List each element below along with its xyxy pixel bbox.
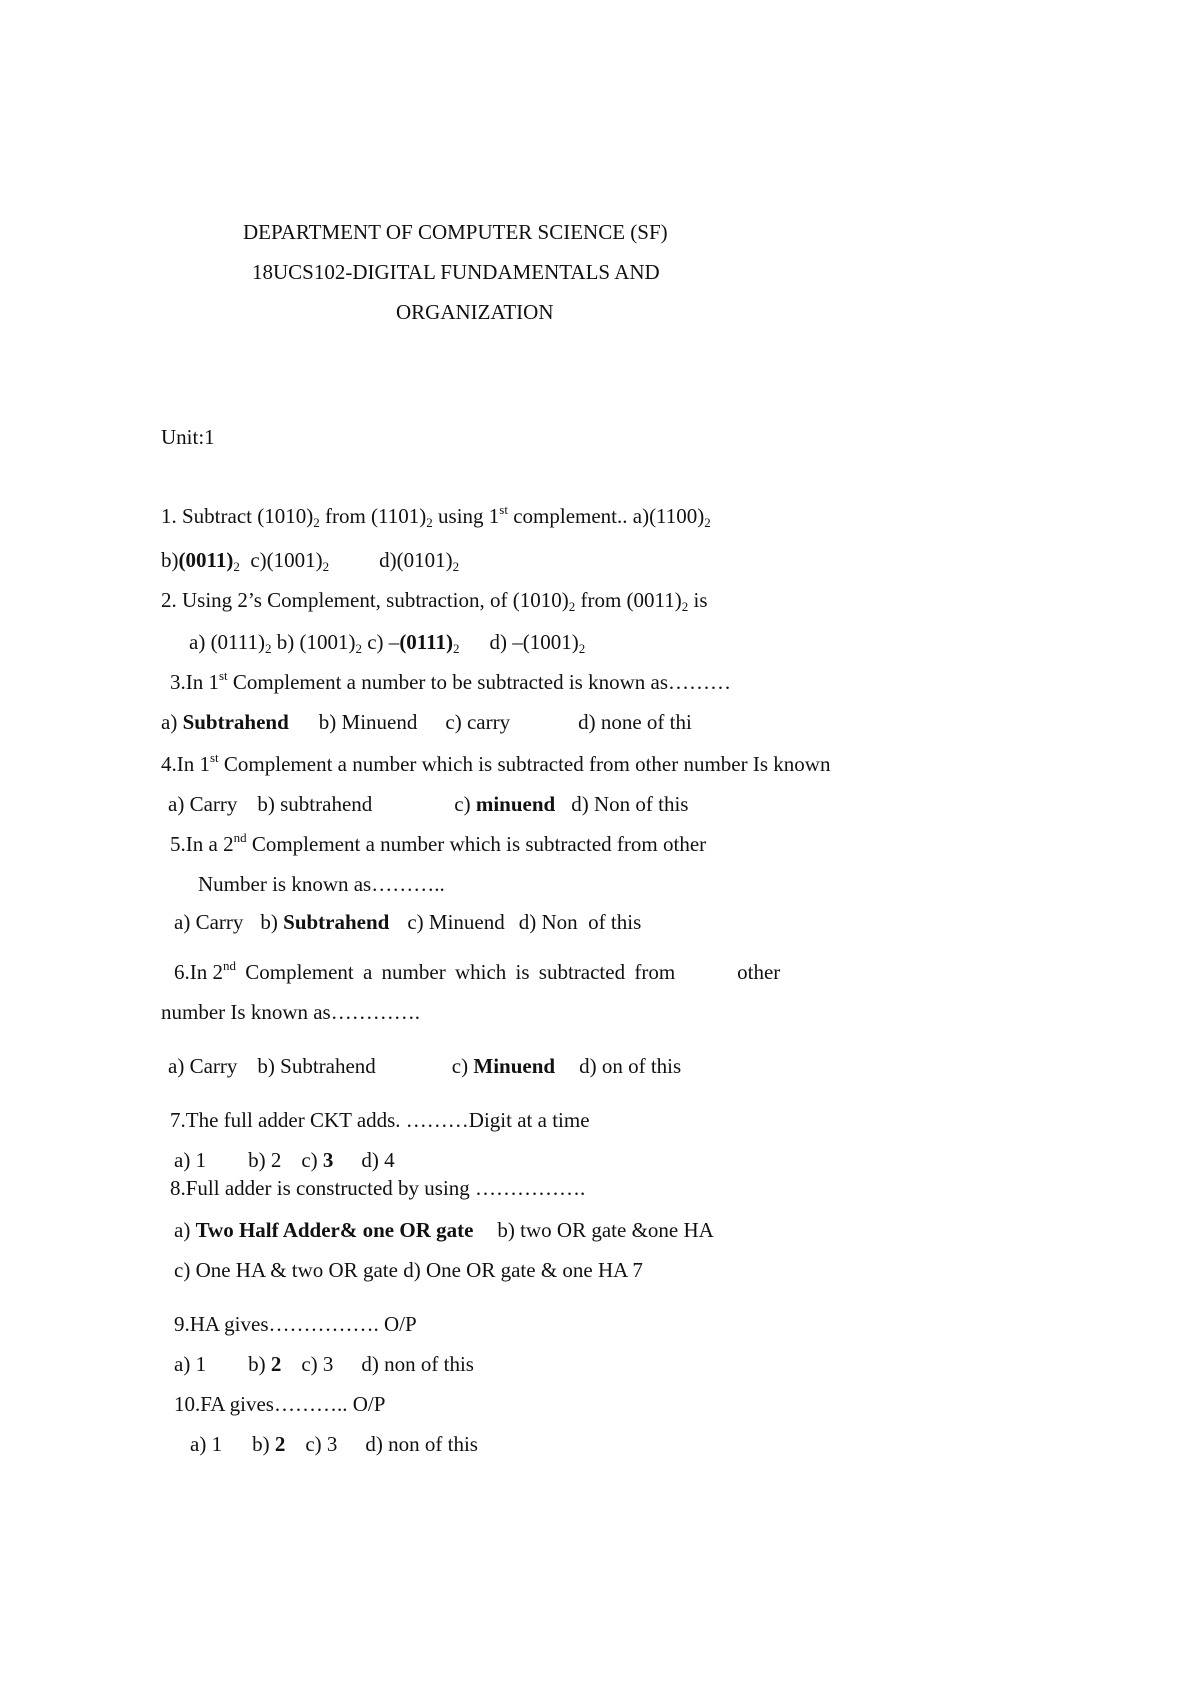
question-10-options: a) 1 b) 2 c) 3 d) non of this (190, 1432, 478, 1456)
question-5: 5.In a 2nd Complement a number which is subtracted from other (170, 830, 707, 856)
unit-label: Unit:1 (161, 425, 215, 449)
question-5-cont: Number is known as……….. (198, 872, 445, 896)
question-6-cont: number Is known as…………. (161, 1000, 420, 1024)
question-1: 1. Subtract $(1010)_2$ from $(1101)_2$ using 1st complement.. $a)(1100)_2$ (161, 502, 711, 530)
question-1-options: $b)(0011)_2$ $c)(1001)_2$ $d)(0101)_2$ (161, 548, 460, 574)
department-title: DEPARTMENT OF COMPUTER SCIENCE (SF) (243, 220, 668, 244)
question-5-options: a) Carry b) Subtrahend c) Minuend d) Non of this (174, 910, 642, 934)
question-4: 4.In 1st Complement a number which is subtracted from other number Is known (161, 750, 831, 776)
question-8: 8.Full adder is constructed by using ……………. (170, 1176, 586, 1200)
question-10: 10.FA gives……….. O/P (174, 1392, 386, 1416)
question-7-options: a) 1 b) 2 c) 3 d) 4 (174, 1148, 395, 1172)
question-2: 2. Using 2’s Complement, subtraction, of $(1010)_2$ from $(0011)_2$ is (161, 588, 708, 614)
question-6-options: a) Carry b) Subtrahend c) Minuend d) on of this (168, 1054, 682, 1078)
question-7: 7.The full adder CKT adds. ………Digit at a time (170, 1108, 590, 1132)
question-9-options: a) 1 b) 2 c) 3 d) non of this (174, 1352, 474, 1376)
question-8-options-cont: c) One HA & two OR gate d) One OR gate & one HA 7 (174, 1258, 643, 1282)
course-title: 18UCS102-DIGITAL FUNDAMENTALS AND (252, 260, 660, 284)
question-3-options: a) Subtrahend b) Minuend c) carry d) none of thi (161, 710, 692, 734)
question-9: 9.HA gives……………. O/P (174, 1312, 417, 1336)
question-2-options: a) $(0111)_2$ b) $(1001)_2$ c) $-(0111)_2$ d) $-(1001)_2$ (189, 630, 586, 656)
question-8-options: a) Two Half Adder& one OR gate b) two OR gate &one HA (174, 1218, 714, 1242)
question-3: 3.In 1st Complement a number to be subtracted is known as……… (170, 668, 731, 694)
course-title-cont: ORGANIZATION (396, 300, 554, 324)
question-4-options: a) Carry b) subtrahend c) minuend d) Non of this (168, 792, 689, 816)
question-6: 6.In 2nd Complement a number which is subtracted from other (174, 958, 781, 984)
